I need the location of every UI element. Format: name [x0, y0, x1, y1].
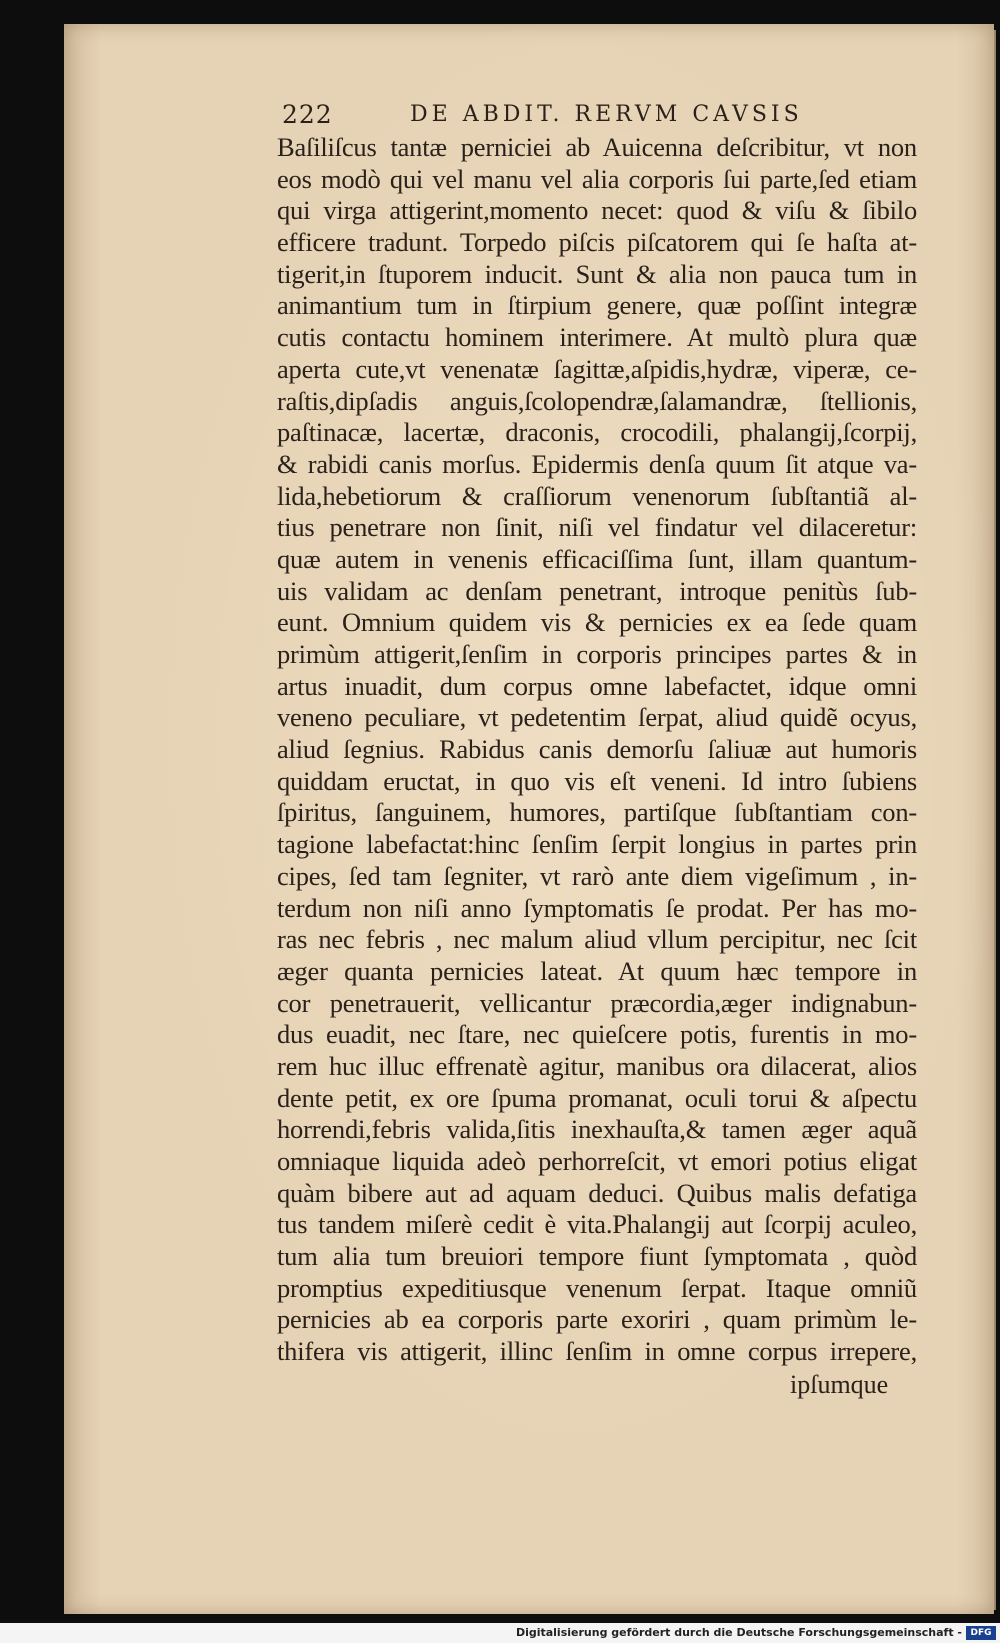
text-line: cor penetrauerit, vellicantur præcordia,æger indignabun-	[277, 987, 917, 1018]
text-line: quàm bibere aut ad aquam deduci. Quibus malis defatiga	[277, 1177, 917, 1208]
text-line: quæ autem in venenis efficaciſſima ſunt, illam quantum-	[277, 543, 917, 574]
page-number: 222	[282, 100, 333, 129]
text-line: dente petit, ex ore ſpuma promanat, oculi torui & aſpectu	[277, 1082, 917, 1113]
text-line: qui virga attigerint,momento necet: quod & viſu & ſibilo	[277, 195, 917, 226]
text-line: aliud ſegnius. Rabidus canis demorſu ſaliuæ aut humoris	[277, 734, 917, 765]
text-line: lida,hebetiorum & craſſiorum venenorum ſubſtantiã al-	[277, 480, 917, 511]
text-line: omniaque liquida adeò perhorreſcit, vt emori potius eligat	[277, 1146, 917, 1176]
text-line: primùm attigerit,ſenſim in corporis principes partes & in	[277, 639, 917, 669]
digitization-footer	[0, 1623, 1000, 1643]
text-line: efficere tradunt. Torpedo piſcis piſcatorem qui ſe haſta at-	[277, 227, 917, 258]
text-line: thifera vis attigerit, illinc ſenſim in omne corpus irrepere,	[277, 1336, 917, 1367]
text-line: tagione labefactat:hinc ſenſim ſerpit longius in partes prin	[277, 829, 917, 860]
body-text	[277, 132, 917, 1368]
text-line: eunt. Omnium quidem vis & pernicies ex ea ſede quam	[277, 607, 917, 638]
footer-credit: Digitalisierung gefördert durch die Deutsche Forschungsgemeinschaft -	[515, 1626, 962, 1639]
text-line: raſtis,dipſadis anguis,ſcolopendræ,ſalamandræ, ſtellionis,	[277, 385, 917, 416]
text-line: Baſiliſcus tantæ perniciei ab Auicenna deſcribitur, vt non	[277, 132, 917, 162]
text-line: paſtinacæ, lacertæ, draconis, crocodili, phalangij,ſcorpij,	[277, 417, 917, 448]
text-line: tum alia tum breuiori tempore fiunt ſymptomata , quòd	[277, 1241, 917, 1272]
text-line: cipes, ſed tam ſegniter, vt rarò ante diem vigeſimum , in-	[277, 860, 917, 891]
dfg-logo: DFG	[966, 1626, 996, 1640]
text-line: eos modò qui vel manu vel alia corporis ſui parte,ſed etiam	[277, 163, 917, 194]
text-line: tius penetrare non ſinit, niſi vel findatur vel dilaceretur:	[277, 512, 917, 543]
text-line: tigerit,in ſtuporem inducit. Sunt & alia non pauca tum in	[277, 258, 917, 289]
text-line: æger quanta pernicies lateat. At quum hæc tempore in	[277, 955, 917, 986]
running-head: DE ABDIT. RERVM CAVSIS	[410, 102, 803, 127]
page-header	[282, 100, 922, 136]
text-line: pernicies ab ea corporis parte exoriri , quam primùm le-	[277, 1304, 917, 1335]
text-line: artus inuadit, dum corpus omne labefactet, idque omni	[277, 670, 917, 701]
text-line: & rabidi canis morſus. Epidermis denſa quum ſit atque va-	[277, 448, 917, 479]
text-line: rem huc illuc effrenatè agitur, manibus ora dilacerat, alios	[277, 1050, 917, 1081]
text-line: horrendi,febris valida,ſitis inexhauſta,& tamen æger aquã	[277, 1114, 917, 1145]
text-line: animantium tum in ſtirpium genere, quæ poſſint integræ	[277, 290, 917, 321]
text-line: ſpiritus, ſanguinem, humores, partiſque ſubſtantiam con-	[277, 797, 917, 828]
text-line: tus tandem miſerè cedit è vita.Phalangij aut ſcorpij aculeo,	[277, 1209, 917, 1240]
text-line: aperta cute,vt venenatæ ſagittæ,aſpidis,hydræ, viperæ, ce-	[277, 353, 917, 384]
text-line: cutis contactu hominem interimere. At multò plura quæ	[277, 322, 917, 353]
text-line: uis validam ac denſam penetrant, introque penitùs ſub-	[277, 575, 917, 606]
text-line: quiddam eructat, in quo vis eſt veneni. Id intro ſubiens	[277, 765, 917, 796]
text-line: dus euadit, nec ſtare, nec quieſcere potis, furentis in mo-	[277, 1019, 917, 1050]
text-line: promptius expeditiusque venenum ſerpat. Itaque omniũ	[277, 1272, 917, 1303]
text-line: ras nec febris , nec malum aliud vllum percipitur, nec ſcit	[277, 924, 917, 955]
text-line: terdum non niſi anno ſymptomatis ſe prodat. Per has mo-	[277, 892, 917, 923]
text-line: veneno peculiare, vt pedetentim ſerpat, aliud quidẽ ocyus,	[277, 702, 917, 733]
catchword: ipſumque	[790, 1370, 889, 1399]
